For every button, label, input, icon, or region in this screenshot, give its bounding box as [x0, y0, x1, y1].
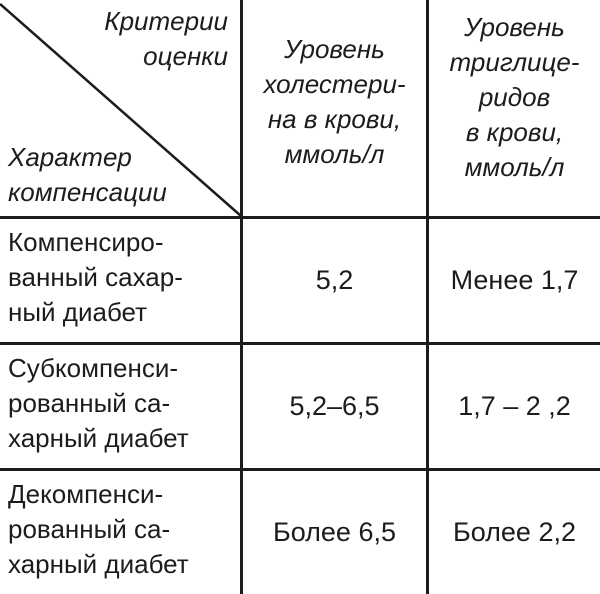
column-header-cholesterol: Уровень холестери- на в крови, ммоль/л	[263, 34, 406, 169]
row-label-subcompensated: Субкомпенси- рованный са- харный диабет	[8, 353, 189, 453]
row-label-decompensated: Декомпенси- рованный са- харный диабет	[8, 479, 189, 579]
triglycerides-value-subcompensated: 1,7 – 2 ,2	[458, 391, 571, 421]
cholesterol-value-subcompensated: 5,2–6,5	[289, 391, 380, 421]
criteria-label: Критерии оценки	[104, 6, 228, 71]
triglycerides-value-decompensated: Более 2,2	[453, 517, 576, 547]
cholesterol-value-decompensated: Более 6,5	[273, 517, 396, 547]
cholesterol-value-compensated: 5,2	[315, 265, 354, 295]
row-label-compensated: Компенсиро- ванный сахар- ный диабет	[8, 227, 183, 327]
triglycerides-value-compensated: Менее 1,7	[450, 265, 579, 295]
column-header-triglycerides: Уровень триглице- ридов в крови, ммоль/л	[449, 12, 580, 182]
compensation-label: Характер компенсации	[8, 142, 167, 207]
